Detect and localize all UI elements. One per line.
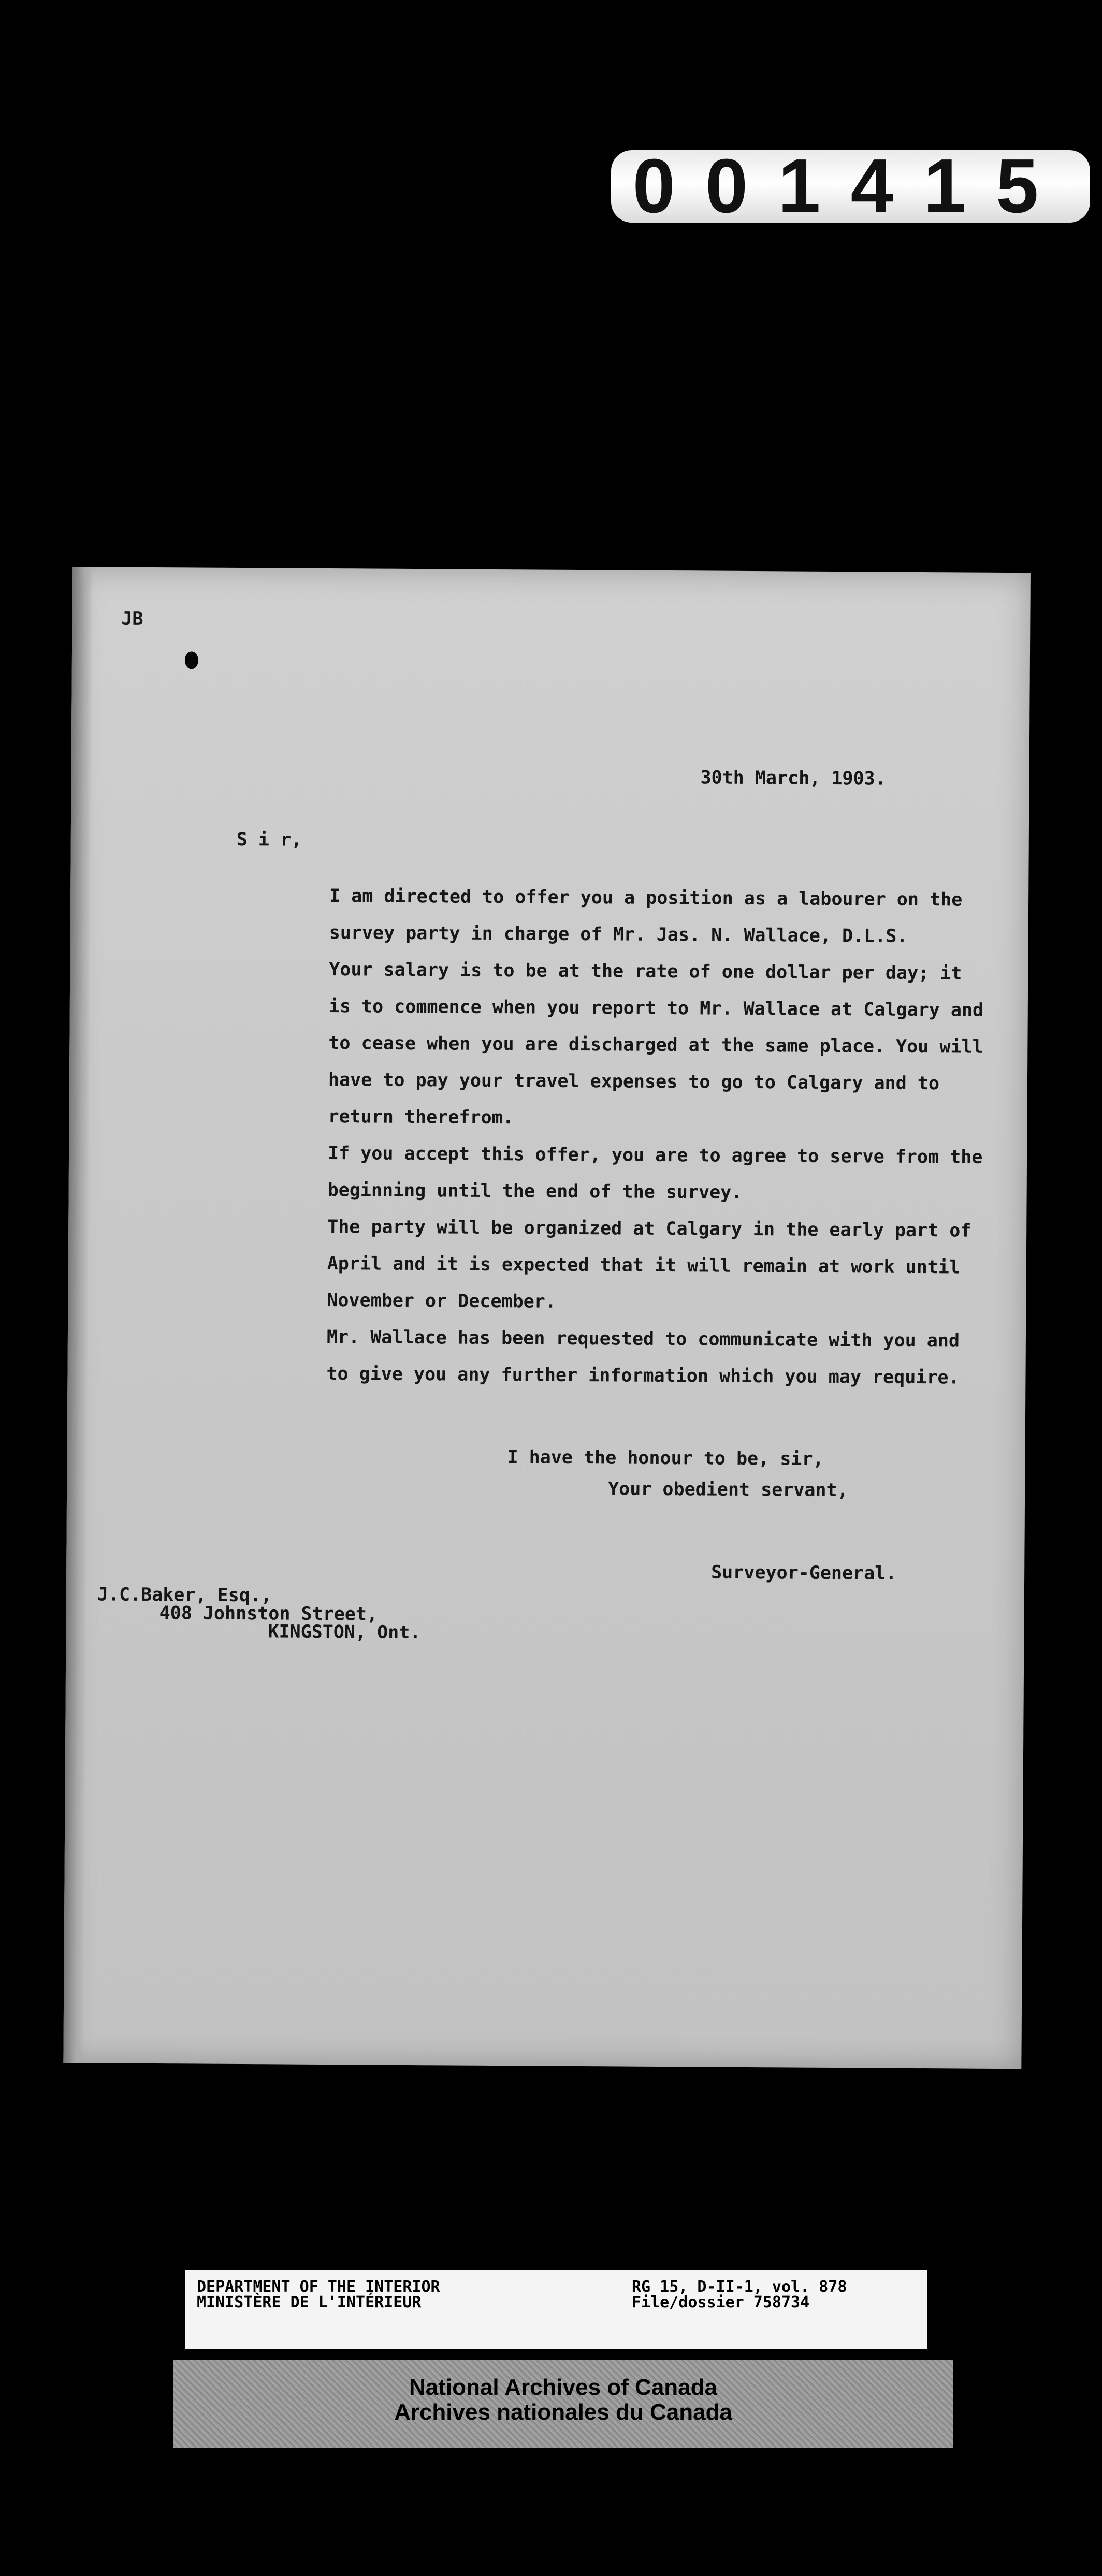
- letter-date: 30th March, 1903.: [700, 767, 886, 789]
- addressee-name: J.C.Baker, Esq.,: [97, 1584, 272, 1606]
- archive-reference-label: [185, 2270, 927, 2349]
- record-reference: [632, 2279, 847, 2310]
- frame-number: 001415: [611, 150, 1090, 223]
- paragraph-4: The party will be organized at Calgary in the early part of April and it is expected that it will remain at work until November or December.: [327, 1217, 972, 1312]
- closing-line-1: I have the honour to be, sir,: [507, 1447, 824, 1470]
- typist-initials: JB: [121, 608, 143, 630]
- letter-page: [63, 567, 1031, 2069]
- signature-title: Surveyor-General.: [711, 1562, 897, 1584]
- paragraph-5: Mr. Wallace has been requested to communicate with you and to give you any further information which you may require.: [326, 1327, 960, 1388]
- addressee-city: KINGSTON, Ont.: [268, 1621, 421, 1644]
- archives-stamp: [173, 2360, 953, 2448]
- closing-line-2: Your obedient servant,: [608, 1479, 848, 1501]
- punch-hole-mark: [185, 651, 198, 669]
- letter-body: [223, 877, 987, 1397]
- file-number: File/dossier 758734: [632, 2293, 810, 2311]
- addressee-street: 408 Johnston Street,: [159, 1603, 378, 1625]
- paragraph-2: Your salary is to be at the rate of one dollar per day; it is to commence when you report to Mr. Wallace at Calgary and to cease when you are discharged at the same place. You will have to pay your travel expenses to go to Calgary and to return therefrom.: [328, 959, 984, 1129]
- department-french: MINISTÈRE DE L'INTÉRIEUR: [197, 2293, 422, 2311]
- archives-name-english: National Archives of Canada: [409, 2375, 717, 2400]
- department-english: DEPARTMENT OF THE INTERIOR: [197, 2278, 440, 2296]
- paragraph-1: I am directed to offer you a position as a labourer on the survey party in charge of Mr. Jas. N. Wallace, D.L.S.: [329, 886, 963, 947]
- page-edge-shadow: [63, 567, 93, 2063]
- paragraph-3: If you accept this offer, you are to agree to serve from the beginning until the end of the survey.: [327, 1143, 983, 1203]
- record-group-ref: RG 15, D-II-1, vol. 878: [632, 2278, 847, 2296]
- archives-name-french: Archives nationales du Canada: [394, 2399, 732, 2425]
- salutation: S i r,: [236, 829, 302, 851]
- department-names: [197, 2279, 440, 2310]
